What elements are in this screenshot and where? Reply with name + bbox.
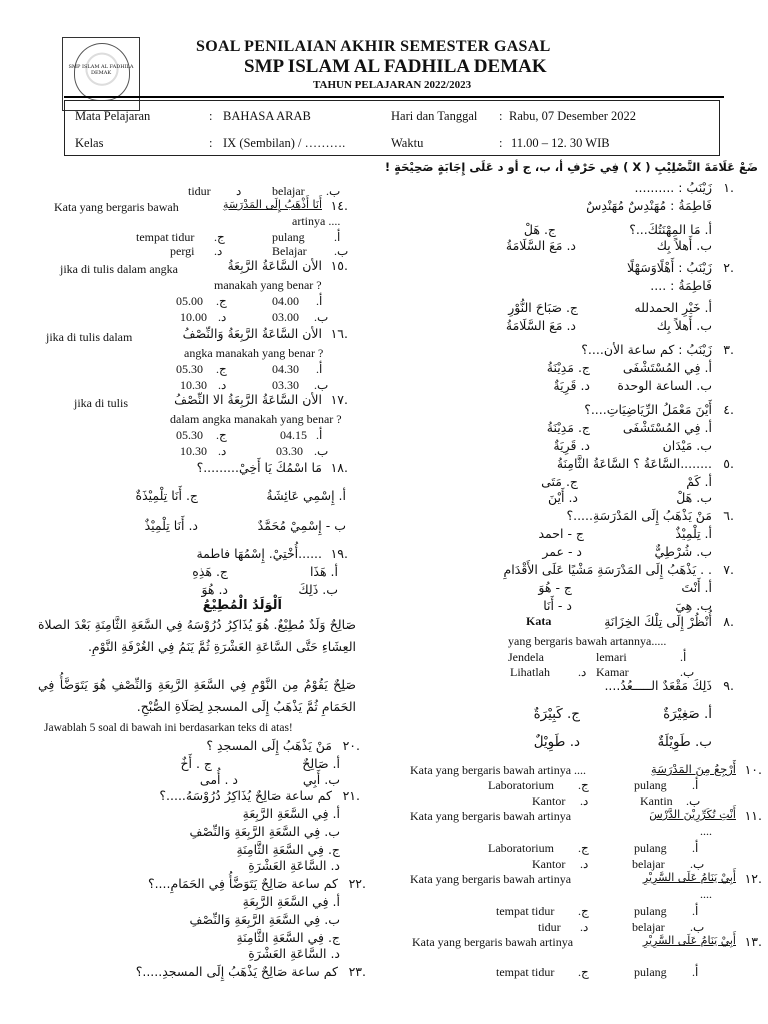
q23-line1: كم ساعة صَالِحٌ يَذْهَبُ إِلَى المسجدِ.....؟: [135, 964, 338, 979]
q21-opt-b[interactable]: ب. فِي السَّعَةِ الرَّبِعَةِ وَالنِّصْفِ: [189, 824, 340, 839]
q12-opt-a[interactable]: pulang: [634, 904, 667, 918]
q9-opt-b[interactable]: ب. طَوِيْلَةٌ: [657, 734, 712, 750]
q4-opt-c[interactable]: ج. مَدِيْنَةُ: [546, 420, 590, 435]
q5-opt-c[interactable]: ج. مَتَى: [541, 474, 578, 489]
q16-number: .١٦: [330, 326, 348, 341]
top-opt-b-n: .ب: [326, 184, 341, 198]
q10-opt-d-n: .د: [580, 794, 589, 808]
q14-opt-d[interactable]: pergi: [170, 244, 195, 258]
sep: :: [499, 136, 503, 150]
q2-line2: فَاطِمَةُ : ....: [650, 278, 712, 293]
q16-opt-b-n: .ب: [314, 378, 329, 392]
q16-opt-d-n: .د: [218, 378, 227, 392]
q14-opt-d-n: .د: [214, 244, 223, 258]
q12-opt-c[interactable]: tempat tidur: [496, 904, 555, 918]
q4-opt-a[interactable]: أ. فِي المُسْتَشْفَى: [622, 420, 712, 435]
q2-opt-c[interactable]: ج. صَبَاحَ النُّوْرِ: [508, 300, 578, 315]
q3-line1: زَيْنَبُ : كم ساعة الأن....؟: [581, 342, 712, 357]
q19-opt-b[interactable]: ب. ذَلِكَ: [298, 582, 338, 597]
q11-opt-b-n: .ب: [690, 857, 705, 871]
q3-opt-b[interactable]: ب. الساعة الوحدة: [617, 378, 712, 393]
instruction: ضَعْ عَلَامَةَ التَّصْلِيْبِ ( X ) فِي حَرْفِ أ، ب، ج أو د عَلَى إِجَابَةٍ صَحِيْحَةٍ !: [384, 160, 758, 174]
q5-number: .٥: [723, 456, 734, 471]
q17-opt-c[interactable]: 05.30: [176, 428, 203, 442]
q12-opt-d-n: .د: [580, 920, 589, 934]
q9-opt-d[interactable]: د. طَوِيْلٌ: [533, 734, 580, 750]
q9-opt-c[interactable]: ج. كَبِيْرَةٌ: [533, 706, 580, 722]
q20-opt-a[interactable]: أ. صَالِحٌ: [302, 756, 340, 771]
q14-line2: artinya ....: [292, 214, 341, 228]
q7-line1: . . يَذْهَبُ إِلَى المَدْرَسَةِ مَشْيًا عَلَى الأَقْدَامِ: [503, 562, 712, 577]
q11-stem: Kata yang bergaris bawah artinya: [410, 809, 572, 823]
exam-title: SOAL PENILAIAN AKHIR SEMESTER GASAL: [196, 38, 551, 55]
q14-number: .١٤: [330, 198, 348, 213]
q10-opt-a[interactable]: pulang: [634, 778, 667, 792]
q14-arabic: أَنَا أَذْهَبُ إِلَى المَدْرَسَةِ: [222, 198, 322, 211]
class-value: IX (Sembilan) / ……….: [223, 136, 346, 150]
q15-opt-c[interactable]: 05.00: [176, 294, 203, 308]
q2-line1: زَيْنَبُ : أَهْلًاوَسَهْلًا: [627, 260, 712, 275]
q13-opt-a[interactable]: pulang: [634, 965, 667, 979]
q13-arabic: أَبِيْ يَنَامُ عَلَى السَّرِيْرِ: [642, 934, 736, 947]
q17-opt-b-n: .ب: [314, 444, 329, 458]
q12-dots: ....: [700, 887, 712, 901]
top-opt-d[interactable]: tidur: [188, 184, 211, 198]
q8-opt-lemari[interactable]: lemari: [596, 650, 627, 664]
q15-opt-b[interactable]: 03.00: [272, 310, 299, 324]
subject-value: BAHASA ARAB: [223, 109, 311, 123]
q15-arabic: الأن السَّاعَةُ الرَّبِعَةُ: [227, 258, 322, 273]
q2-number: .٢: [723, 260, 734, 275]
q16-stem: jika di tulis dalam: [46, 330, 133, 344]
q20-line1: مَنْ يَذْهَبُ إِلَى المسجدِ ؟: [206, 738, 332, 753]
q6-opt-d[interactable]: د - عمر: [542, 544, 582, 559]
q22-opt-a[interactable]: أ. فِي السَّعَةِ الرَّبِعَةِ: [242, 894, 340, 909]
date-label: Hari dan Tanggal: [391, 109, 478, 123]
class-label: Kelas: [75, 136, 104, 150]
q3-opt-d[interactable]: د. قَرِيَةٌ: [553, 378, 590, 393]
q8-opt-d-n: .د: [578, 665, 587, 679]
q4-opt-b[interactable]: ب. مَيْدَان: [662, 438, 712, 453]
q3-number: .٣: [723, 342, 734, 357]
q15-line2: manakah yang benar ?: [214, 278, 322, 292]
q5-opt-a[interactable]: أ. كَمْ: [686, 474, 712, 489]
q19-line1: ......أُخْتِيْ. إِسْمُهَا فاطمة: [196, 546, 322, 561]
sep: :: [499, 109, 503, 123]
q1-opt-b[interactable]: ب. أَهلاً بِك: [656, 238, 712, 253]
q12-arabic: أَبِيْ يَنَامُ عَلَى السَّرِيْرِ: [642, 871, 736, 884]
q3-opt-c[interactable]: ج. مَدِيْنَةُ: [546, 360, 590, 375]
q2-opt-a[interactable]: أ. خَيْرِ الحمدلله: [634, 300, 712, 315]
q21-opt-a[interactable]: أ. فِي السَّعَةِ الرَّبِعَةِ: [242, 806, 340, 821]
q14-stem: Kata yang bergaris bawah: [54, 200, 179, 214]
q16-opt-b[interactable]: 03.30: [272, 378, 299, 392]
q17-opt-d[interactable]: 10.30: [180, 444, 207, 458]
q11-opt-c-n: .ج: [578, 841, 589, 855]
q11-opt-d[interactable]: Kantor: [532, 857, 566, 871]
q10-opt-c-n: .ج: [578, 778, 589, 792]
q21-number: .٢١: [342, 788, 360, 803]
q19-opt-a[interactable]: أ. هَذَا: [309, 564, 338, 579]
q5-opt-d[interactable]: د. أَيْنَ: [548, 490, 578, 505]
q7-opt-b[interactable]: ب. هِيَ: [675, 598, 712, 613]
q16-opt-c-n: .ج: [216, 362, 227, 376]
q11-opt-a-n: .أ: [692, 841, 699, 855]
q9-number: .٩: [723, 678, 734, 693]
q22-number: .٢٢: [348, 876, 366, 891]
q18-number: .١٨: [330, 460, 348, 475]
q17-opt-a-n: .أ: [316, 428, 323, 442]
q14-opt-a[interactable]: pulang: [272, 230, 305, 244]
q6-opt-a[interactable]: أ. تِلْمِيْذٌ: [675, 526, 712, 541]
q8-line2: yang bergaris bawah artannya.....: [508, 634, 667, 648]
q16-opt-c[interactable]: 05.30: [176, 362, 203, 376]
q11-opt-a[interactable]: pulang: [634, 841, 667, 855]
q17-number: .١٧: [330, 392, 348, 407]
q17-line2: dalam angka manakah yang benar ?: [170, 412, 342, 426]
story-paragraph-2: صَلِحٌ يَقُوْمُ مِن النَّوْمِ فِي السَّعَةِ الرَّبِعَةِ وَالنِّصْفِ هُوَ يَتَوَضَّأُ فِي الحَمَامِ ثُمَّ يَذْهَبُ إِلَى المسجدِ لِصَلَاةِ الصُّبْحِ.: [38, 677, 356, 714]
q17-opt-d-n: .د: [218, 444, 227, 458]
q6-opt-b[interactable]: ب. شُرْطِيٌّ: [654, 544, 712, 559]
q13-opt-a-n: .أ: [692, 965, 699, 979]
q10-opt-c[interactable]: Laboratorium: [488, 778, 554, 792]
q12-opt-c-n: .ج: [578, 904, 589, 918]
q18-opt-a[interactable]: أ. إِسْمِي عَائِشَةُ: [266, 488, 346, 503]
q22-line1: كم ساعة صَالِحٌ يَتَوَضَّأُ فِي الحَمَامِ....؟: [147, 876, 338, 891]
q1-line2: فَاطِمَةُ : مُهَنْدِسٌ مُهَنْدِسٌ: [586, 198, 712, 213]
q2-opt-b[interactable]: ب. أَهلاً بِك: [656, 318, 712, 333]
q7-opt-c[interactable]: ج - هُوَ: [538, 580, 572, 595]
q18-line1: مَا اسْمُكَ يَا أَخِيْ.........؟: [196, 460, 322, 475]
q15-opt-d-n: .د: [218, 310, 227, 324]
sep: :: [209, 136, 213, 150]
q21-opt-d[interactable]: د. السَّاعَةِ العَشْرَةِ: [248, 858, 340, 873]
q12-number: .١٢: [744, 871, 762, 886]
q11-opt-c[interactable]: Laboratorium: [488, 841, 554, 855]
q8-opt-kamar[interactable]: Kamar: [596, 665, 629, 679]
header-rule: [64, 96, 724, 98]
q11-opt-b[interactable]: belajar: [632, 857, 665, 871]
q17-opt-c-n: .ج: [216, 428, 227, 442]
q15-opt-a-n: .أ: [316, 294, 323, 308]
q20-opt-b[interactable]: ب. أَبِي: [302, 772, 340, 787]
q15-opt-a[interactable]: 04.00: [272, 294, 299, 308]
q8-opt-a-n: .أ: [680, 650, 687, 664]
q4-number: .٤: [723, 402, 734, 417]
q15-stem: jika di tulis dalam angka: [60, 262, 178, 276]
sep: :: [209, 109, 213, 123]
q16-opt-a[interactable]: 04.30: [272, 362, 299, 376]
q10-number: .١٠: [744, 762, 762, 777]
top-opt-b[interactable]: belajar: [272, 184, 305, 198]
q19-opt-c[interactable]: ج. هَذِهِ: [192, 564, 228, 579]
time-label: Waktu: [391, 136, 424, 150]
q22-opt-c[interactable]: ج. فِي السَّعَةِ الثَّامِنَةِ: [236, 930, 340, 945]
q13-opt-c-n: .ج: [578, 965, 589, 979]
q6-opt-c[interactable]: ج - احمد: [538, 526, 584, 541]
q10-stem: Kata yang bergaris bawah artinya ....: [410, 763, 587, 777]
q14-opt-c[interactable]: tempat tidur: [136, 230, 195, 244]
q8-opt-lihatlah[interactable]: Lihatlah: [510, 665, 550, 679]
q5-opt-b[interactable]: ب. هَلْ: [676, 490, 712, 505]
date-value: Rabu, 07 Desember 2022: [509, 109, 637, 123]
q10-opt-a-n: .أ: [692, 778, 699, 792]
q17-opt-a[interactable]: 04.15: [280, 428, 307, 442]
q1-number: .١: [723, 180, 734, 195]
q17-stem: jika di tulis: [74, 396, 128, 410]
q15-opt-d[interactable]: 10.00: [180, 310, 207, 324]
q2-opt-d[interactable]: د. مَعَ السَّلَامَةُ: [505, 318, 576, 333]
academic-year: TAHUN PELAJARAN 2022/2023: [313, 79, 472, 91]
q20-opt-d[interactable]: د . أُمى: [199, 772, 238, 787]
q15-opt-c-n: .ج: [216, 294, 227, 308]
q20-opt-c[interactable]: ج . أَخٌ: [180, 756, 212, 771]
q16-opt-a-n: .أ: [316, 362, 323, 376]
q8-opt-jendela[interactable]: Jendela: [508, 650, 544, 664]
q16-opt-d[interactable]: 10.30: [180, 378, 207, 392]
q22-opt-d[interactable]: د. السَّاعَةِ العَشْرَةِ: [248, 946, 340, 961]
story-title: اَلْوَلَدُ الْمُطِيْعُ: [202, 598, 282, 613]
time-value: 11.00 – 12. 30 WIB: [511, 136, 610, 150]
q11-opt-d-n: .د: [580, 857, 589, 871]
q12-opt-d[interactable]: tidur: [538, 920, 561, 934]
q7-number: .٧: [723, 562, 734, 577]
q23-number: .٢٣: [348, 964, 366, 979]
instruction-2: Jawablah 5 soal di bawah ini berdasarkan teks di atas!: [44, 722, 293, 734]
q22-opt-b[interactable]: ب. فِي السَّعَةِ الرَّبِعَةِ وَالنِّصْفِ: [189, 912, 340, 927]
q1-opt-d[interactable]: د. مَعَ السَّلَامَةُ: [505, 238, 576, 253]
q9-opt-a[interactable]: أ. صَغِيْرَةٌ: [663, 706, 712, 722]
story-paragraph-1: صَالِحٌ وَلَدٌ مُطِيْعٌ. هُوَ يُذَاكِرُ دُرُوْسَهُ فِي السَّعَةِ الثَّامِنَةِ بَعْدَ الصلاة العِشَاءِ حَتَّى السَّاعَةِ العَشْرَةِ ثُمَّ يَنَمُ فِي الغُرْفَةِ النَّوْمِ.: [38, 617, 356, 654]
q18-opt-c[interactable]: ج. أَنَا تِلْمِيْذَةٌ: [135, 488, 198, 503]
q7-opt-a[interactable]: أ. أَنْتَ: [681, 580, 712, 595]
info-box: [64, 100, 720, 156]
q10-opt-d[interactable]: Kantor: [532, 794, 566, 808]
q21-line1: كم ساعة صَالِحٌ يُذَاكِرُ دُرُوْسَهُ.....؟: [159, 788, 332, 803]
q16-line2: angka manakah yang benar ?: [184, 346, 324, 360]
q6-line1: مَنْ يَذْهَبُ إِلَى المَدْرَسَةِ.....؟: [566, 508, 712, 523]
q19-opt-d[interactable]: د. هُوَ: [201, 582, 228, 597]
q13-number: .١٣: [744, 934, 762, 949]
q1-opt-a[interactable]: أ. مَا المِهْنَتُكَ...؟: [629, 222, 712, 237]
q7-opt-d[interactable]: د - أَنَا: [543, 598, 572, 613]
logo-text: SMP ISLAM AL FADHILA DEMAK: [68, 64, 134, 76]
q11-number: .١١: [744, 808, 762, 823]
q14-opt-b-n: .ب: [334, 244, 349, 258]
q14-opt-a-n: .أ: [334, 230, 341, 244]
q13-stem: Kata yang bergaris bawah artinya: [412, 935, 574, 949]
q12-opt-a-n: .أ: [692, 904, 699, 918]
q17-arabic: الأن السَّاعَةُ الرَّبِعَةُ الا النِّصْفُ: [174, 392, 322, 407]
q5-line1: ........السَّاعَةُ ؟ السَّاعَةُ الثَّامِنَةُ: [556, 456, 712, 471]
q11-arabic: أَنْتِ تُكَرِّرِيْنَ الدَّرْسَ: [649, 808, 736, 821]
q10-arabic: أَرْجِعُ مِنَ المَدْرَسَةِ: [651, 762, 736, 776]
q14-opt-c-n: .ج: [214, 230, 225, 244]
q18-opt-d[interactable]: د. أَنَا تِلْمِيْذٌ: [144, 518, 198, 533]
q14-opt-b[interactable]: Belajar: [272, 244, 307, 258]
q4-line1: أَيْنَ مَعْمَلُ الرِّيَاضِيَاتِ....؟: [584, 402, 712, 417]
q19-number: .١٩: [330, 546, 348, 561]
q13-opt-c[interactable]: tempat tidur: [496, 965, 555, 979]
q11-dots: ....: [700, 824, 712, 838]
q12-stem: Kata yang bergaris bawah artinya: [410, 872, 572, 886]
q4-opt-d[interactable]: د. قَرِيَةٌ: [553, 438, 590, 453]
q20-number: .٢٠: [342, 738, 360, 753]
q6-number: .٦: [723, 508, 734, 523]
subject-label: Mata Pelajaran: [75, 109, 151, 123]
q12-opt-b[interactable]: belajar: [632, 920, 665, 934]
q21-opt-c[interactable]: ج. فِي السَّعَةِ الثَّامِنَةِ: [236, 842, 340, 857]
q16-arabic: الأن السَّاعَةُ الرَّبِعَةُ وَالنِّصْفُ: [182, 326, 322, 341]
q8-kata: Kata: [526, 614, 552, 628]
q17-opt-b[interactable]: 03.30: [276, 444, 303, 458]
q8-number: .٨: [723, 614, 734, 629]
q8-line1: أُنْظُرْ إِلَى تِلْكَ الخِزَانَةِ: [604, 614, 712, 629]
q15-number: .١٥: [330, 258, 348, 273]
q15-opt-b-n: .ب: [314, 310, 329, 324]
q10-opt-b[interactable]: Kantin: [640, 794, 673, 808]
school-name: SMP ISLAM AL FADHILA DEMAK: [244, 56, 547, 77]
q1-opt-c[interactable]: ج. هَلْ: [523, 222, 556, 237]
top-opt-d-n: د: [236, 184, 242, 198]
q10-opt-b-n: .ب: [686, 794, 701, 808]
q9-line1: ذَلِكَ مَقْعَدٌ الـــــعُدُ....: [604, 678, 712, 693]
q18-opt-b[interactable]: ب - إِسْمِيْ مُحَمَّدٌ: [257, 518, 346, 533]
q12-opt-b-n: .ب: [690, 920, 705, 934]
q3-opt-a[interactable]: أ. فِي المُسْتَشْفَى: [622, 360, 712, 375]
q1-line1: زَيْنَبُ : ..........: [634, 180, 712, 195]
q8-opt-b-n: .ب: [680, 665, 695, 679]
